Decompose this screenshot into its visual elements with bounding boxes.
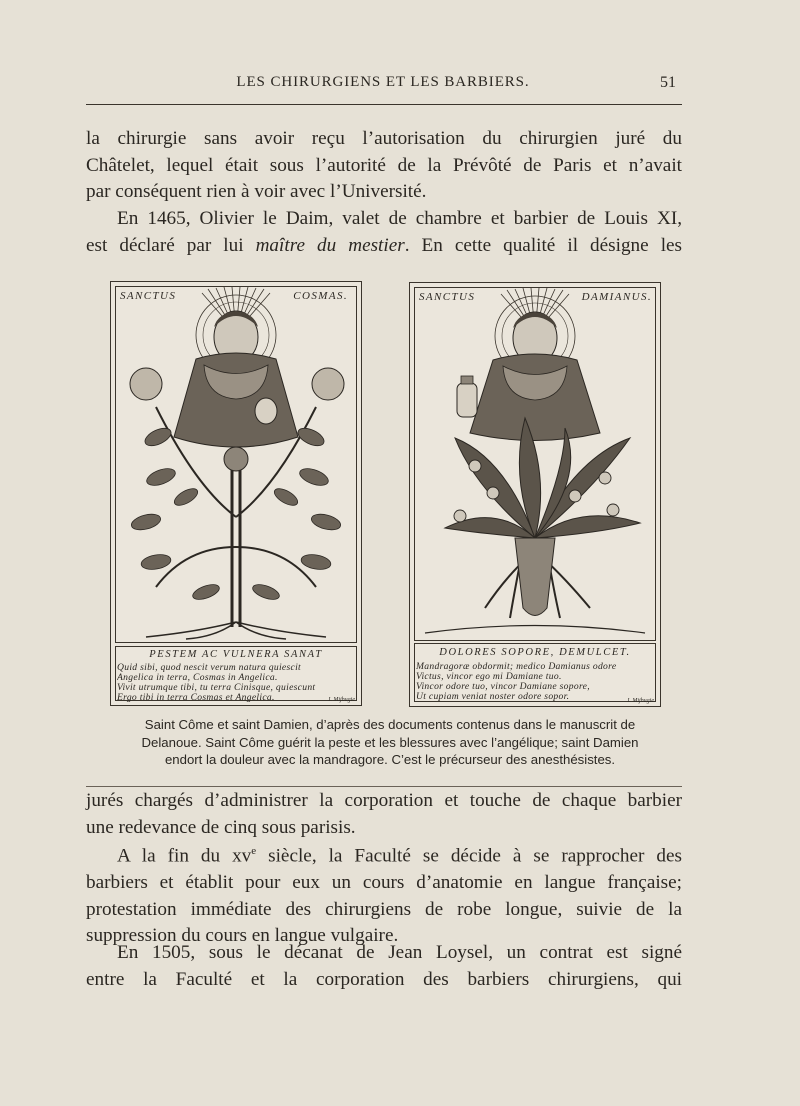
text-line: En 1465, Olivier le Daim, valet de chambre et barbier de Louis XI, [117,208,682,229]
latin-verse: Quid sibi, quod nescit verum natura quiescit [117,662,302,673]
latin-verse: Vivit utrumque tibi, tu terra Cinisque, quiescunt [117,682,316,693]
paragraph-fifteenth-century [86,838,682,950]
running-head [86,74,680,96]
latin-verse: Ut cupiam veniat noster odore sopor. [416,691,570,702]
saint-come-illustration [116,287,356,641]
text-run: A la fin du xv [117,845,252,867]
running-title: LES CHIRURGIENS ET LES BARBIERS. [236,74,530,90]
engraving-saint-damien [409,282,661,707]
latin-verse: Mandragoræ obdormit; medico Damianus odore [416,661,617,672]
italic-term: maître du mestier [255,234,405,256]
latin-verse: Angelica in terra, Cosmas in Angelica. [117,672,278,683]
paragraph-1505 [86,940,682,993]
text-line [86,233,682,260]
caption-line: Delanoue. Saint Côme guérit la peste et les blessures avec l’angélique; saint Damien [141,734,639,750]
figure-caption [100,716,680,769]
plate-header-left: SANCTUS [120,290,177,302]
text-line: entre la Faculté et la corporation des barbiers chirurgiens, qui [86,968,682,990]
paragraph-bottom [86,788,682,841]
plate-header-left: SANCTUS [419,291,476,303]
header-rule [86,104,682,105]
text-line: jurés chargés d’administrer la corporation et touche de chaque barbier [86,790,682,811]
text-line [86,838,682,870]
page-number: 51 [660,74,676,91]
caption-line: endort la douleur avec la mandragore. C’est le précurseur des anesthésistes. [164,752,616,767]
latin-motto: DOLORES SOPORE, DEMULCET. [439,647,631,658]
caption-rule [86,786,682,787]
text-line: protestation immédiate des chirurgiens de robe longue, suivie de la [86,898,682,920]
text-line: Châtelet, lequel était sous l’autorité de la Prévôté de Paris et n’avait [86,154,682,176]
caption-line: Saint Côme et saint Damien, d’après des documents contenus dans le manuscrit de [144,717,636,732]
text-line: suppression du cours en langue vulgaire. [86,925,399,947]
latin-verse: Vincor odore tuo, vincor Damiane sopore, [416,681,590,692]
engraver-signature: I. Mijbugie [627,698,654,704]
plate-header-right: DAMIANUS. [581,291,652,303]
engraver-signature: I. Mijbugie [328,697,355,703]
latin-verse: Victus, vincor ego mi Damiane tuo. [416,671,562,682]
text-line: barbiers et établit pour eux un cours d’anatomie en langue française; [86,871,682,893]
text-run: . En cette qualité il désigne les [404,234,683,256]
text-run: est déclaré par lui [86,234,256,256]
latin-motto: PESTEM AC VULNERA SANAT [149,649,323,660]
superscript: e [251,845,257,857]
paragraph-second [86,206,682,259]
text-run: siècle, la Faculté se décide à se rapprocher des [256,845,682,867]
text-line: En 1505, sous le décanat de Jean Loysel, un contrat est signé [117,942,682,963]
latin-verse: Ergo tibi in terra Cosmas et Angelica. [117,692,275,703]
text-line: la chirurgie sans avoir reçu l’autorisation du chirurgien juré du [86,128,682,149]
engraving-saint-come [110,281,362,706]
paragraph-top [86,126,682,206]
plate-header-right: COSMAS. [293,290,348,302]
text-line: une redevance de cinq sous parisis. [86,816,356,838]
text-line: par conséquent rien à voir avec l’Université. [86,181,427,203]
saint-damien-illustration [415,288,655,638]
